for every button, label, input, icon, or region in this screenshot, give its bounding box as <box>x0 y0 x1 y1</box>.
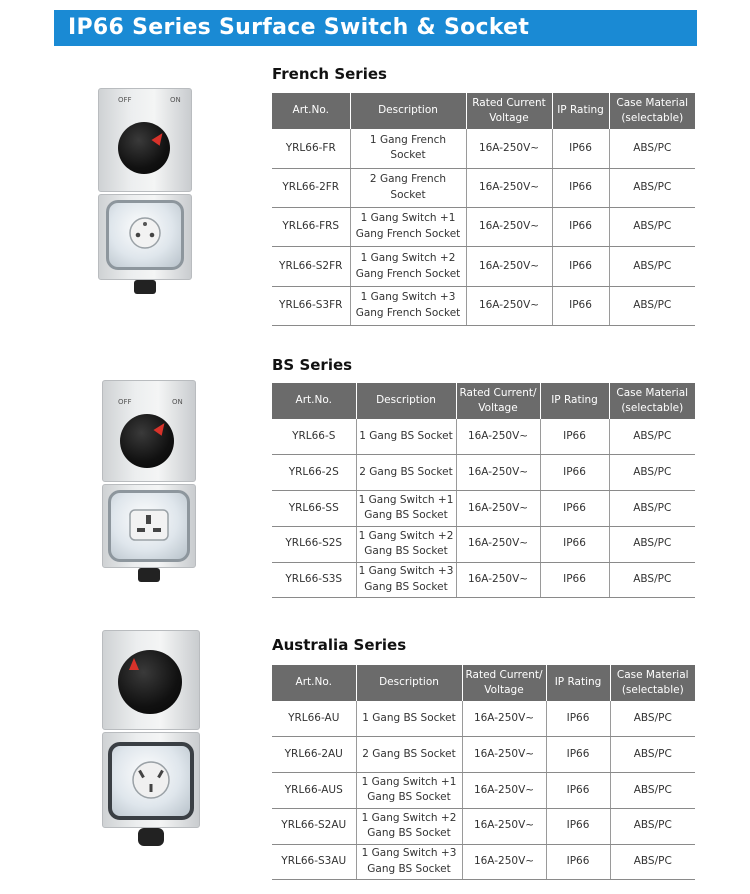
cell-art-no: YRL66-SS <box>272 491 356 527</box>
cell-description: 1 Gang Switch +1 Gang BS Socket <box>356 773 462 809</box>
australia-series-title: Australia Series <box>272 636 407 654</box>
col-header-art-no: Art.No. <box>272 93 350 129</box>
off-label: OFF <box>118 96 132 104</box>
cell-rated-current: 16A-250V~ <box>462 737 546 773</box>
cell-ip-rating: IP66 <box>546 737 610 773</box>
cable-gland-icon <box>134 280 156 294</box>
cell-rated-current: 16A-250V~ <box>466 247 552 286</box>
cell-description: 1 Gang Switch +2 Gang BS Socket <box>356 808 462 844</box>
table-row <box>272 562 695 598</box>
col-header-art-no: Art.No. <box>272 383 356 419</box>
french-series-table <box>272 93 695 326</box>
cell-rated-current: 16A-250V~ <box>466 129 552 168</box>
cell-rated-current: 16A-250V~ <box>456 526 540 562</box>
rotary-knob-icon <box>118 122 170 174</box>
australia-socket-icon <box>130 760 172 800</box>
off-label: OFF <box>118 398 132 406</box>
cell-rated-current: 16A-250V~ <box>466 286 552 325</box>
cell-ip-rating: IP66 <box>546 773 610 809</box>
table-row <box>272 737 695 773</box>
col-header-rated-current: Rated Current/ Voltage <box>462 665 546 701</box>
cell-rated-current: 16A-250V~ <box>462 844 546 880</box>
cell-description: 1 Gang BS Socket <box>356 419 456 455</box>
cell-description: 1 Gang Switch +3 Gang French Socket <box>350 286 466 325</box>
cell-ip-rating: IP66 <box>552 247 609 286</box>
col-header-case-material: Case Material (selectable) <box>609 93 695 129</box>
cell-rated-current: 16A-250V~ <box>456 455 540 491</box>
cell-ip-rating: IP66 <box>540 455 609 491</box>
table-row <box>272 168 695 207</box>
cell-case-material: ABS/PC <box>609 168 695 207</box>
on-label: ON <box>172 398 183 406</box>
col-header-rated-current: Rated Current/ Voltage <box>456 383 540 419</box>
table-row <box>272 701 695 737</box>
cell-case-material: ABS/PC <box>610 808 695 844</box>
table-header-row <box>272 383 695 419</box>
cell-description: 1 Gang Switch +3 Gang BS Socket <box>356 562 456 598</box>
cell-rated-current: 16A-250V~ <box>462 701 546 737</box>
cell-case-material: ABS/PC <box>610 737 695 773</box>
cell-ip-rating: IP66 <box>552 129 609 168</box>
table-header-row <box>272 93 695 129</box>
table-row <box>272 419 695 455</box>
cell-ip-rating: IP66 <box>552 208 609 247</box>
cell-art-no: YRL66-AUS <box>272 773 356 809</box>
cell-art-no: YRL66-S3FR <box>272 286 350 325</box>
cell-description: 1 Gang Switch +1 Gang BS Socket <box>356 491 456 527</box>
cell-ip-rating: IP66 <box>540 526 609 562</box>
cable-gland-icon <box>138 568 160 582</box>
bs-socket-icon <box>128 508 170 542</box>
cell-case-material: ABS/PC <box>609 129 695 168</box>
cell-ip-rating: IP66 <box>546 808 610 844</box>
cell-description: 2 Gang BS Socket <box>356 737 462 773</box>
cell-case-material: ABS/PC <box>610 844 695 880</box>
table-row <box>272 526 695 562</box>
cell-art-no: YRL66-S2AU <box>272 808 356 844</box>
cell-art-no: YRL66-S3AU <box>272 844 356 880</box>
table-row <box>272 491 695 527</box>
cell-case-material: ABS/PC <box>609 562 695 598</box>
cell-rated-current: 16A-250V~ <box>456 491 540 527</box>
cell-art-no: YRL66-2S <box>272 455 356 491</box>
rotary-knob-icon <box>120 414 174 468</box>
table-row <box>272 455 695 491</box>
table-row <box>272 773 695 809</box>
cell-ip-rating: IP66 <box>540 419 609 455</box>
cell-rated-current: 16A-250V~ <box>466 208 552 247</box>
cell-case-material: ABS/PC <box>610 701 695 737</box>
cell-description: 1 Gang Switch +3 Gang BS Socket <box>356 844 462 880</box>
cell-art-no: YRL66-S2FR <box>272 247 350 286</box>
bs-series-table <box>272 383 695 598</box>
banner-title: IP66 Series Surface Switch & Socket <box>68 15 530 40</box>
cell-case-material: ABS/PC <box>610 773 695 809</box>
col-header-ip-rating: IP Rating <box>552 93 609 129</box>
table-row <box>272 286 695 325</box>
cell-description: 2 Gang French Socket <box>350 168 466 207</box>
cell-art-no: YRL66-2AU <box>272 737 356 773</box>
cell-case-material: ABS/PC <box>609 419 695 455</box>
cell-art-no: YRL66-FR <box>272 129 350 168</box>
french-product-image <box>84 86 208 300</box>
col-header-case-material: Case Material (selectable) <box>610 665 695 701</box>
australia-product-image <box>92 628 216 850</box>
cell-art-no: YRL66-S2S <box>272 526 356 562</box>
col-header-case-material: Case Material (selectable) <box>609 383 695 419</box>
cell-art-no: YRL66-S <box>272 419 356 455</box>
cell-ip-rating: IP66 <box>540 491 609 527</box>
on-label: ON <box>170 96 181 104</box>
col-header-description: Description <box>350 93 466 129</box>
col-header-ip-rating: IP Rating <box>540 383 609 419</box>
cell-art-no: YRL66-FRS <box>272 208 350 247</box>
cell-case-material: ABS/PC <box>609 208 695 247</box>
cell-description: 2 Gang BS Socket <box>356 455 456 491</box>
cable-gland-icon <box>138 828 164 846</box>
cell-description: 1 Gang Switch +2 Gang BS Socket <box>356 526 456 562</box>
table-header-row <box>272 665 695 701</box>
cell-description: 1 Gang BS Socket <box>356 701 462 737</box>
cell-rated-current: 16A-250V~ <box>466 168 552 207</box>
table-row <box>272 844 695 880</box>
cell-rated-current: 16A-250V~ <box>462 808 546 844</box>
cell-ip-rating: IP66 <box>546 844 610 880</box>
cell-rated-current: 16A-250V~ <box>456 419 540 455</box>
cell-case-material: ABS/PC <box>609 247 695 286</box>
rotary-knob-icon <box>118 650 182 714</box>
cell-ip-rating: IP66 <box>552 168 609 207</box>
cell-case-material: ABS/PC <box>609 526 695 562</box>
col-header-ip-rating: IP Rating <box>546 665 610 701</box>
cell-ip-rating: IP66 <box>540 562 609 598</box>
cell-description: 1 Gang Switch +1 Gang French Socket <box>350 208 466 247</box>
bs-product-image <box>88 376 212 588</box>
col-header-rated-current: Rated Current Voltage <box>466 93 552 129</box>
cell-case-material: ABS/PC <box>609 491 695 527</box>
table-row <box>272 247 695 286</box>
cell-description: 1 Gang Switch +2 Gang French Socket <box>350 247 466 286</box>
cell-art-no: YRL66-2FR <box>272 168 350 207</box>
page-banner <box>54 10 697 46</box>
cell-rated-current: 16A-250V~ <box>462 773 546 809</box>
table-row <box>272 129 695 168</box>
col-header-description: Description <box>356 383 456 419</box>
cell-ip-rating: IP66 <box>546 701 610 737</box>
col-header-description: Description <box>356 665 462 701</box>
cell-case-material: ABS/PC <box>609 286 695 325</box>
cell-description: 1 Gang French Socket <box>350 129 466 168</box>
cell-ip-rating: IP66 <box>552 286 609 325</box>
cell-art-no: YRL66-S3S <box>272 562 356 598</box>
table-row <box>272 208 695 247</box>
knob-arrow-icon <box>129 658 139 670</box>
australia-series-table <box>272 665 695 880</box>
bs-series-title: BS Series <box>272 356 353 374</box>
cell-rated-current: 16A-250V~ <box>456 562 540 598</box>
french-series-title: French Series <box>272 65 387 83</box>
french-socket-icon <box>128 216 162 250</box>
table-row <box>272 808 695 844</box>
cell-art-no: YRL66-AU <box>272 701 356 737</box>
cell-case-material: ABS/PC <box>609 455 695 491</box>
col-header-art-no: Art.No. <box>272 665 356 701</box>
